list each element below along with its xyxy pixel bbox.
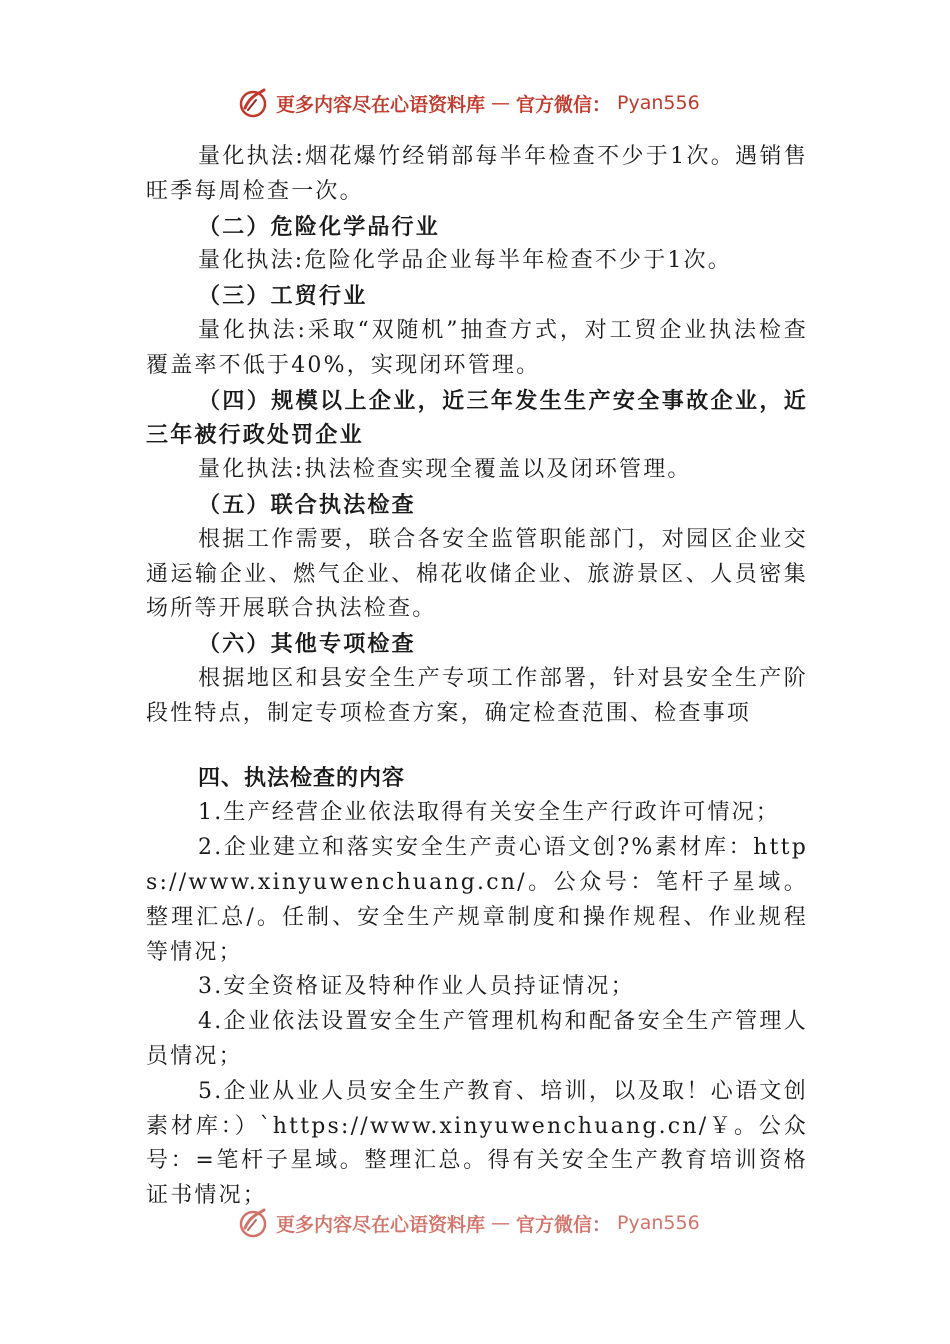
subsection-heading: （二）危险化学品行业: [198, 213, 441, 240]
body-paragraph: 量化执法:危险化学品企业每半年检查不少于1次。: [198, 248, 733, 274]
body-paragraph: 4.企业依法设置安全生产管理机构和配备安全生产管理人员情况；: [146, 1009, 808, 1069]
subsection-heading: （五）联合执法检查: [198, 491, 416, 518]
subsection-heading: （四）规模以上企业，近三年发生生产安全事故企业，近三年被行政处罚企业: [146, 387, 808, 449]
body-paragraph: 2.企业建立和落实安全生产责心语文创?%素材库：https://www.xinyuwenchuang.cn/。公众号：笔杆子星域。整理汇总/。任制、安全生产规章制度和操作规程、作业规程等情况；: [146, 835, 808, 965]
watermark-logo-icon: [236, 1206, 270, 1240]
watermark-id: Pyan556: [617, 92, 700, 114]
section-heading: 四、执法检查的内容: [198, 765, 406, 791]
body-paragraph: 根据地区和县安全生产专项工作部署，针对县安全生产阶段性特点，制定专项检查方案，确定检查范围、检查事项: [146, 665, 808, 726]
watermark-label: 官方微信：: [516, 1213, 612, 1236]
body-paragraph: 量化执法:烟花爆竹经销部每半年检查不少于1次。遇销售旺季每周检查一次。: [146, 144, 808, 204]
watermark-label: 官方微信：: [516, 93, 612, 116]
subsection-heading: （三）工贸行业: [198, 283, 368, 310]
body-paragraph: 量化执法:采取“双随机”抽查方式，对工贸企业执法检查覆盖率不低于40%，实现闭环管理。: [146, 317, 808, 378]
watermark-text: 更多内容尽在心语资料库: [276, 93, 486, 116]
watermark-separator: —: [491, 1212, 511, 1234]
footer-watermark: [236, 1206, 700, 1240]
body-paragraph: 根据工作需要，联合各安全监管职能部门，对园区企业交通运输企业、燃气企业、棉花收储企业、旅游景区、人员密集场所等开展联合执法检查。: [146, 526, 808, 622]
body-paragraph: 5.企业从业人员安全生产教育、培训，以及取！心语文创素材库：）`https://www.xinyuwenchuang.cn/￥。公众号：=笔杆子星域。整理汇总。得有关安全生产教育培训资格证书情况；: [146, 1078, 808, 1209]
body-paragraph: 3.安全资格证及特种作业人员持证情况；: [198, 974, 635, 1000]
header-watermark: [236, 86, 700, 120]
watermark-text: 更多内容尽在心语资料库: [276, 1213, 486, 1236]
watermark-id: Pyan556: [617, 1212, 700, 1234]
watermark-logo-icon: [236, 86, 270, 120]
body-paragraph: 量化执法:执法检查实现全覆盖以及闭环管理。: [198, 457, 692, 483]
document-body: [146, 140, 808, 1214]
watermark-separator: —: [491, 92, 511, 114]
body-paragraph: 1.生产经营企业依法取得有关安全生产行政许可情况；: [198, 800, 780, 826]
subsection-heading: （六）其他专项检查: [198, 631, 416, 658]
